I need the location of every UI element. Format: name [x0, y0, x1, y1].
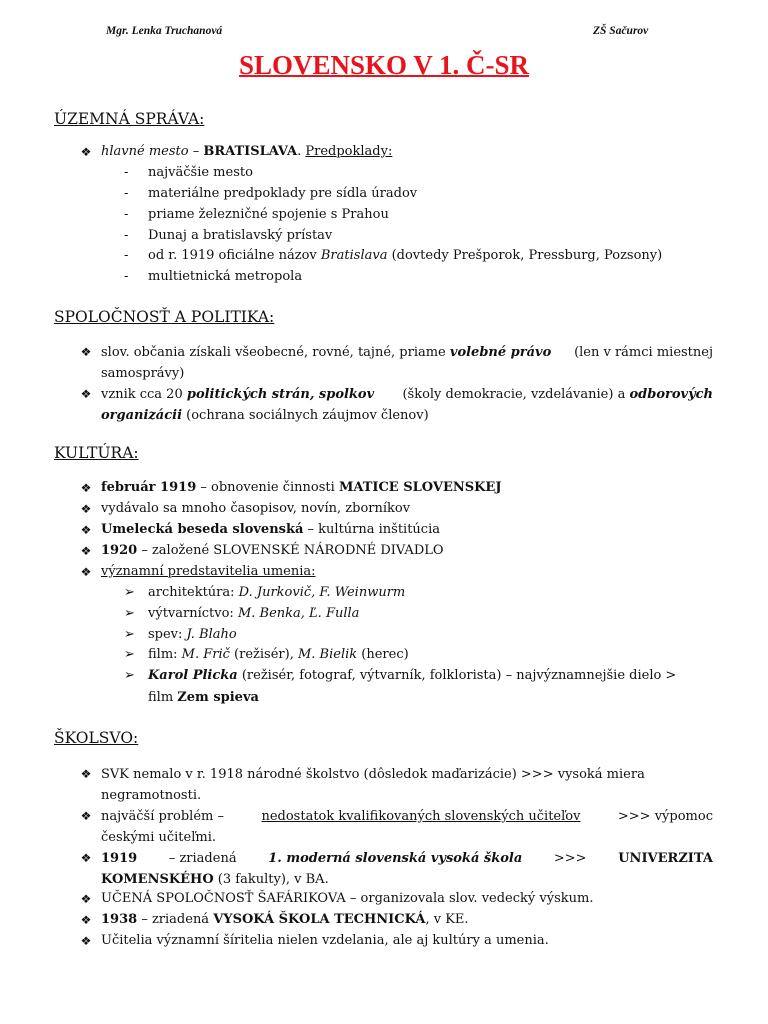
diamond-bullet-icon: ❖ — [80, 892, 92, 906]
header-school: ZŠ Sačurov — [593, 25, 649, 37]
arrow-bullet-icon: ➢ — [124, 585, 135, 600]
diamond-bullet-icon: ❖ — [80, 851, 92, 865]
dash-bullet-icon: - — [124, 269, 129, 284]
page-title: SLOVENSKO V 1. Č-SR — [238, 50, 530, 80]
section-heading-kultura: KULTÚRA: — [54, 444, 139, 462]
arrow-bullet-icon: ➢ — [124, 606, 135, 621]
dash-bullet-icon: - — [124, 207, 129, 222]
list-item: SVK nemalo v r. 1918 národné školstvo (dôsledok maďarizácie) >>> vysoká miera negramotnosti. — [101, 767, 645, 803]
list-item: Dunaj a bratislavský prístav — [148, 228, 333, 243]
list-item: slov. občania získali všeobecné, rovné, tajné, priame volebné právo (len v rámci miestnej samosprávy) — [101, 345, 713, 381]
list-item: 1919 – zriadená 1. moderná slovenská vysoká škola >>> UNIVERZITA KOMENSKÉHO (3 fakulty), v BA. — [101, 851, 713, 887]
dash-bullet-icon: - — [124, 248, 129, 263]
list-item-continuation: film Zem spieva — [148, 690, 259, 705]
section-heading-skolstvo: ŠKOLSVO: — [54, 729, 139, 747]
list-item: vydávalo sa mnoho časopisov, novín, zborníkov — [101, 501, 411, 516]
list-item: február 1919 – obnovenie činnosti MATICE SLOVENSKEJ — [101, 480, 502, 495]
list-item: priame železničné spojenie s Prahou — [148, 207, 389, 222]
diamond-bullet-icon: ❖ — [80, 523, 92, 537]
list-item: vznik cca 20 politických strán, spolkov (školy demokracie, vzdelávanie) a odborových organizácii (ochrana sociálnych záujmov členov) — [101, 387, 713, 423]
list-item: významní predstavitelia umenia: — [101, 564, 316, 579]
list-item: Karol Plicka (režisér, fotograf, výtvarník, folklorista) – najvýznamnejšie dielo > — [148, 668, 677, 683]
dash-bullet-icon: - — [124, 186, 129, 201]
header-author: Mgr. Lenka Truchanová — [106, 25, 223, 37]
list-item: spev: J. Blaho — [148, 627, 237, 642]
list-item: architektúra: D. Jurkovič, F. Weinwurm — [148, 585, 406, 600]
diamond-bullet-icon: ❖ — [80, 565, 92, 579]
list-item: UČENÁ SPOLOČNOSŤ ŠAFÁRIKOVA – organizovala slov. vedecký výskum. — [101, 891, 594, 906]
list-item: od r. 1919 oficiálne názov Bratislava (dovtedy Prešporok, Pressburg, Pozsony) — [148, 248, 663, 263]
list-item: najväčší problém – nedostatok kvalifikovaných slovenských učiteľov >>> výpomoc českými učiteľmi. — [101, 809, 713, 845]
dash-bullet-icon: - — [124, 165, 129, 180]
list-item: materiálne predpoklady pre sídla úradov — [148, 186, 418, 201]
arrow-bullet-icon: ➢ — [124, 627, 135, 642]
list-item: multietnická metropola — [148, 269, 303, 284]
diamond-bullet-icon: ❖ — [80, 809, 92, 823]
arrow-bullet-icon: ➢ — [124, 647, 135, 662]
list-item: výtvarníctvo: M. Benka, Ľ. Fulla — [148, 606, 360, 621]
section-heading-uzemna: ÚZEMNÁ SPRÁVA: — [54, 110, 205, 128]
list-item: najväčšie mesto — [148, 165, 253, 180]
list-item: hlavné mesto – BRATISLAVA. Predpoklady: — [101, 144, 393, 159]
list-item: film: M. Frič (režisér), M. Bielik (herec) — [148, 647, 409, 662]
diamond-bullet-icon: ❖ — [80, 345, 92, 359]
diamond-bullet-icon: ❖ — [80, 767, 92, 781]
arrow-bullet-icon: ➢ — [124, 668, 135, 683]
diamond-bullet-icon: ❖ — [80, 502, 92, 516]
list-item: Učitelia významní šíritelia nielen vzdelania, ale aj kultúry a umenia. — [101, 933, 549, 948]
section-heading-spolocnost: SPOLOČNOSŤ A POLITIKA: — [54, 308, 275, 326]
list-item: 1938 – zriadená VYSOKÁ ŠKOLA TECHNICKÁ, v KE. — [101, 912, 469, 927]
list-item: 1920 – založené SLOVENSKÉ NÁRODNÉ DIVADLO — [101, 543, 444, 558]
diamond-bullet-icon: ❖ — [80, 913, 92, 927]
diamond-bullet-icon: ❖ — [80, 934, 92, 948]
diamond-bullet-icon: ❖ — [80, 481, 92, 495]
diamond-bullet-icon: ❖ — [80, 544, 92, 558]
list-item: Umelecká beseda slovenská – kultúrna inštitúcia — [101, 522, 440, 537]
diamond-bullet-icon: ❖ — [80, 387, 92, 401]
dash-bullet-icon: - — [124, 228, 129, 243]
diamond-bullet-icon: ❖ — [80, 145, 92, 159]
